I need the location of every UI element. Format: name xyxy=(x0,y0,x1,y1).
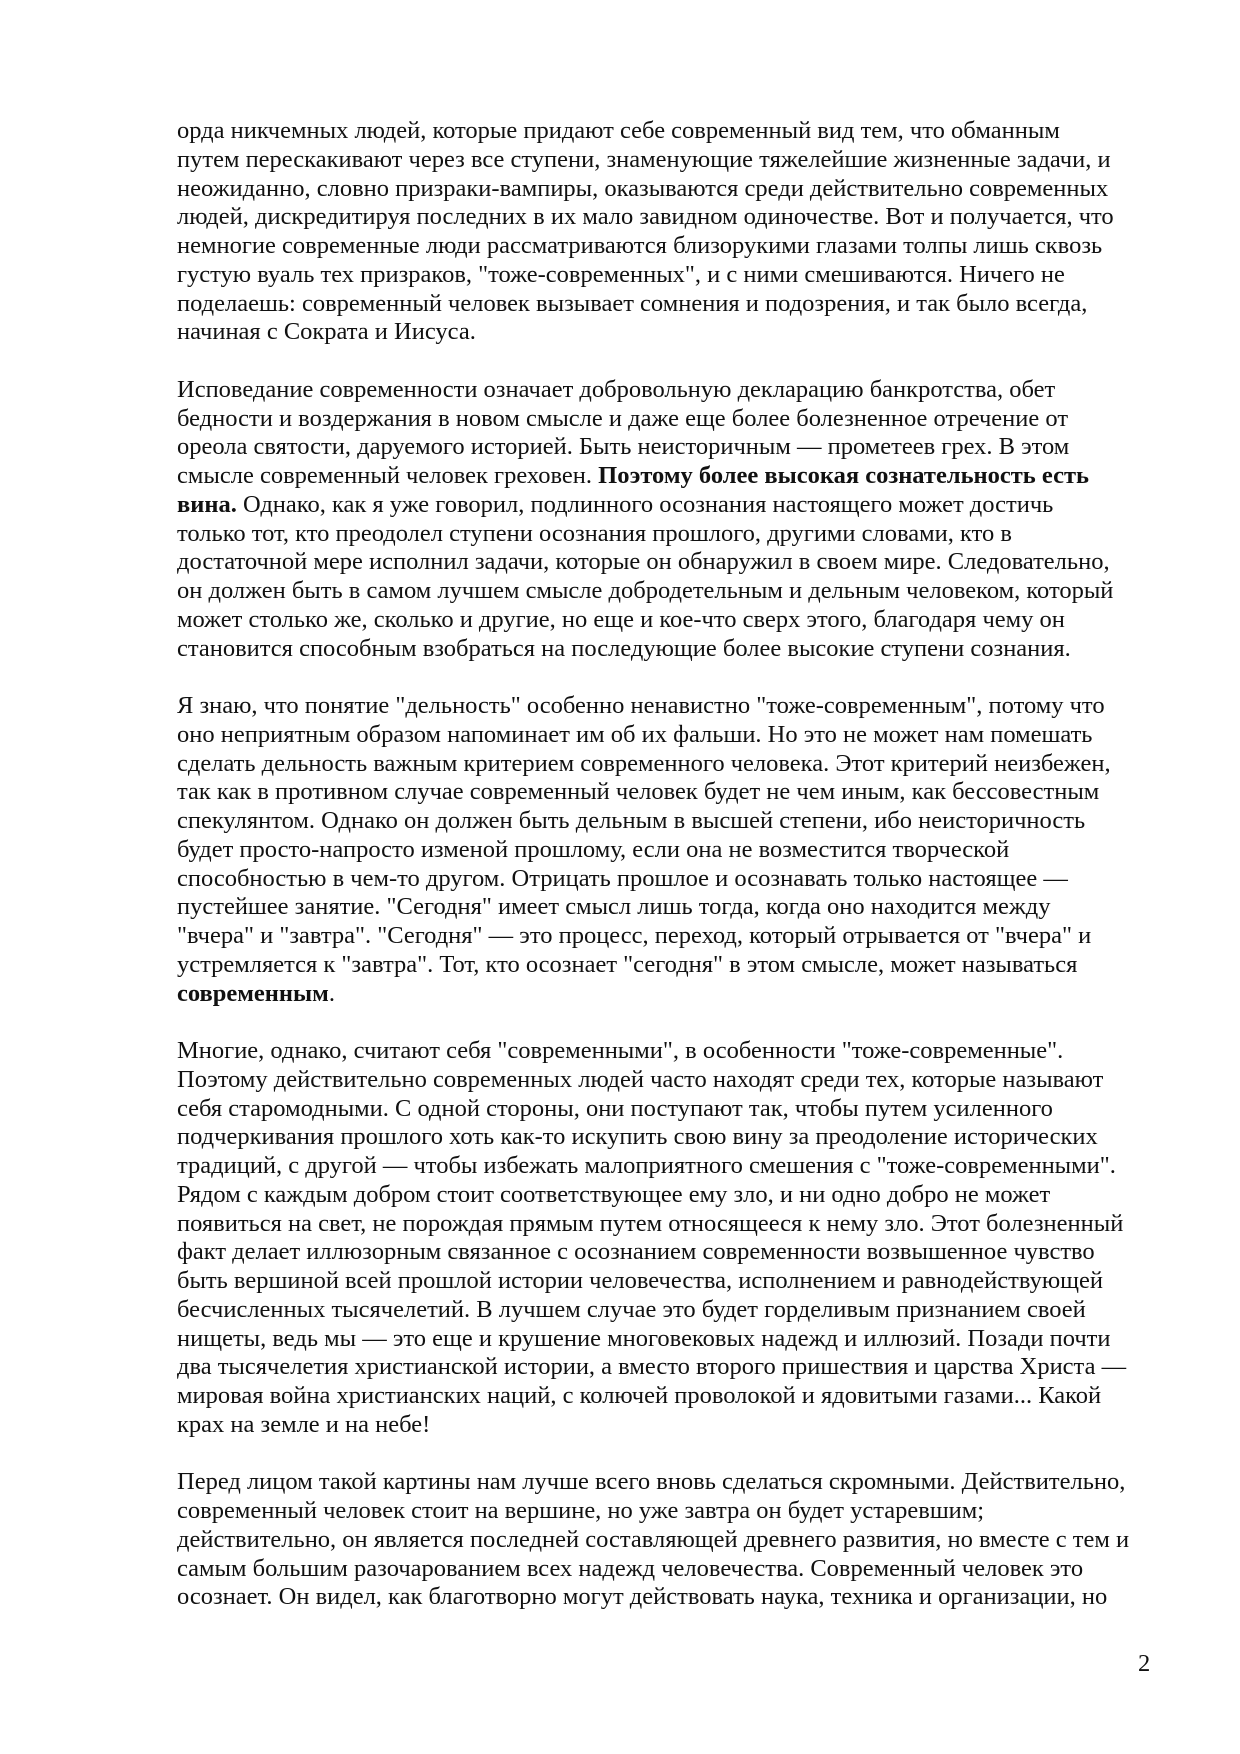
text-segment: будет просто-напросто изменой прошлому, если она не возместится творческой xyxy=(177,835,1010,863)
text-segment: немногие современные люди рассматриваются близорукими глазами толпы лишь сквозь xyxy=(177,232,1103,259)
text-line xyxy=(177,807,1129,836)
text-line xyxy=(177,1382,1129,1411)
text-line xyxy=(177,1210,1129,1239)
text-segment: оно неприятным образом напоминает им об их фальши. Но это не может нам помешать xyxy=(177,720,1093,748)
document-body xyxy=(177,117,1129,1641)
text-line xyxy=(177,778,1129,807)
text-segment: бедности и воздержания в новом смысле и даже еще более болезненное отречение от xyxy=(177,404,1069,432)
text-segment: самым большим разочарованием всех надежд человечества. Современный человек это xyxy=(177,1554,1084,1582)
text-line xyxy=(177,491,1129,520)
paragraph xyxy=(177,692,1129,1008)
text-line xyxy=(177,980,1129,1009)
text-segment: Поэтому действительно современных людей часто находят среди тех, которые называют xyxy=(177,1065,1104,1093)
text-segment: густую вуаль тех призраков, "тоже-современных", и с ними смешиваются. Ничего не xyxy=(177,260,1065,288)
text-segment: Многие, однако, считают себя "современными", в особенности "тоже-современные". xyxy=(177,1037,1064,1064)
text-segment: осознает. Он видел, как благотворно могут действовать наука, техника и организации, но xyxy=(177,1583,1108,1611)
text-segment: сделать дельность важным критерием современного человека. Этот критерий неизбежен, xyxy=(177,749,1111,777)
text-line xyxy=(177,1123,1129,1152)
text-segment: орда никчемных людей, которые придают себе современный вид тем, что обманным xyxy=(177,117,1060,144)
text-line xyxy=(177,865,1129,894)
text-line xyxy=(177,1152,1129,1181)
text-line xyxy=(177,232,1129,261)
text-line xyxy=(177,117,1129,146)
text-line xyxy=(177,1181,1129,1210)
bold-text: Поэтому более высокая сознательность есть xyxy=(598,462,1089,489)
text-line xyxy=(177,175,1129,204)
text-segment: традиций, с другой — чтобы избежать малоприятного смешения с "тоже-современными". xyxy=(177,1152,1116,1179)
text-line xyxy=(177,1296,1129,1325)
text-line xyxy=(177,318,1129,347)
text-line xyxy=(177,1095,1129,1124)
text-segment: факт делает иллюзорным связанное с осознанием современности возвышенное чувство xyxy=(177,1238,1095,1266)
text-segment: появиться на свет, не порождая прямым путем относящееся к нему зло. Этот болезненный xyxy=(177,1209,1124,1237)
text-line xyxy=(177,433,1129,462)
text-line xyxy=(177,606,1129,635)
text-segment: ореола святости, даруемого историей. Быть неисторичным — прометеев грех. В этом xyxy=(177,433,1070,461)
text-line xyxy=(177,721,1129,750)
text-segment: Однако, как я уже говорил, подлинного осознания настоящего может достичь xyxy=(236,490,1054,518)
text-line xyxy=(177,1583,1129,1612)
text-line xyxy=(177,1267,1129,1296)
text-line xyxy=(177,1066,1129,1095)
text-line xyxy=(177,290,1129,319)
text-line xyxy=(177,1353,1129,1382)
text-segment: людей, дискредитируя последних в их мало завидном одиночестве. Вот и получается, что xyxy=(177,203,1114,231)
text-line xyxy=(177,836,1129,865)
text-segment: смысле современный человек греховен. xyxy=(177,462,599,489)
text-line xyxy=(177,750,1129,779)
text-line xyxy=(177,635,1129,664)
text-segment: становится способным взобраться на последующие более высокие ступени сознания. xyxy=(177,634,1071,662)
text-segment: крах на земле и на небе! xyxy=(177,1410,431,1438)
text-line xyxy=(177,1037,1129,1066)
text-line xyxy=(177,1526,1129,1555)
bold-text: вина. xyxy=(177,490,237,518)
text-segment: устремляется к "завтра". Тот, кто осознает "сегодня" в этом смысле, может называться xyxy=(177,950,1078,978)
text-segment: пустейшее занятие. "Сегодня" имеет смысл лишь тогда, когда оно находится между xyxy=(177,893,1051,921)
text-line xyxy=(177,405,1129,434)
page-number: 2 xyxy=(1138,1650,1151,1677)
text-line xyxy=(177,1497,1129,1526)
text-line xyxy=(177,1411,1129,1440)
text-segment: себя старомодными. С одной стороны, они поступают так, чтобы путем усиленного xyxy=(177,1094,1053,1122)
text-line xyxy=(177,520,1129,549)
text-segment: "вчера" и "завтра". "Сегодня" — это процесс, переход, который отрывается от "вчера" и xyxy=(177,922,1092,949)
text-segment: достаточной мере исполнил задачи, которые он обнаружил в своем мире. Следовательно, xyxy=(177,548,1110,576)
text-segment: способностью в чем-то другом. Отрицать прошлое и осознавать только настоящее — xyxy=(177,864,1068,892)
bold-text: современным xyxy=(177,979,329,1007)
paragraph xyxy=(177,1468,1129,1612)
text-line xyxy=(177,692,1129,721)
paragraph xyxy=(177,376,1129,664)
paragraph xyxy=(177,1037,1129,1440)
text-line xyxy=(177,376,1129,405)
text-line xyxy=(177,462,1129,491)
text-segment: так как в противном случае современный человек будет не чем иным, как бессовестным xyxy=(177,778,1100,806)
text-segment: действительно, он является последней составляющей древнего развития, но вместе с тем и xyxy=(177,1525,1130,1553)
text-segment: он должен быть в самом лучшем смысле добродетельным и дельным человеком, который xyxy=(177,577,1114,604)
text-segment: Перед лицом такой картины нам лучше всего вновь сделаться скромными. Действительно, xyxy=(177,1468,1126,1496)
text-segment: поделаешь: современный человек вызывает сомнения и подозрения, и так было всегда, xyxy=(177,289,1088,317)
text-segment: Рядом с каждым добром стоит соответствующее ему зло, и ни одно добро не может xyxy=(177,1180,1051,1208)
text-segment: быть вершиной всей прошлой истории человечества, исполнением и равнодействующей xyxy=(177,1267,1103,1294)
text-line xyxy=(177,203,1129,232)
text-segment: . xyxy=(328,979,335,1007)
text-segment: путем перескакивают через все ступени, знаменующие тяжелейшие жизненные задачи, и xyxy=(177,145,1111,173)
text-segment: нищеты, ведь мы — это еще и крушение многовековых надежд и иллюзий. Позади почти xyxy=(177,1324,1111,1352)
text-line xyxy=(177,1468,1129,1497)
text-line xyxy=(177,922,1129,951)
text-line xyxy=(177,1325,1129,1354)
text-line xyxy=(177,261,1129,290)
text-line xyxy=(177,146,1129,175)
text-segment: Исповедание современности означает добровольную декларацию банкротства, обет xyxy=(177,375,1056,403)
text-segment: бесчисленных тысячелетий. В лучшем случае это будет горделивым признанием своей xyxy=(177,1295,1086,1323)
text-segment: может столько же, сколько и другие, но еще и кое-что сверх этого, благодаря чему он xyxy=(177,605,1065,633)
text-line xyxy=(177,951,1129,980)
text-segment: современный человек стоит на вершине, но уже завтра он будет устаревшим; xyxy=(177,1497,985,1524)
text-line xyxy=(177,893,1129,922)
text-segment: подчеркивания прошлого хоть как-то искупить свою вину за преодоление исторических xyxy=(177,1123,1098,1151)
text-segment: Я знаю, что понятие "дельность" особенно ненавистно "тоже-современным", потому что xyxy=(177,692,1105,719)
text-line xyxy=(177,577,1129,606)
paragraph xyxy=(177,117,1129,347)
text-segment: два тысячелетия христианской истории, а вместо второго пришествия и царства Христа — xyxy=(177,1353,1127,1381)
text-line xyxy=(177,1555,1129,1584)
text-line xyxy=(177,548,1129,577)
text-segment: неожиданно, словно призраки-вампиры, оказываются среди действительно современных xyxy=(177,174,1109,202)
text-line xyxy=(177,1238,1129,1267)
text-segment: только тот, кто преодолел ступени осознания прошлого, другими словами, кто в xyxy=(177,519,1012,547)
text-segment: начиная с Сократа и Иисуса. xyxy=(177,318,476,346)
text-segment: мировая война христианских наций, с колючей проволокой и ядовитыми газами... Какой xyxy=(177,1382,1102,1409)
text-segment: спекулянтом. Однако он должен быть дельным в высшей степени, ибо неисторичность xyxy=(177,807,1086,834)
